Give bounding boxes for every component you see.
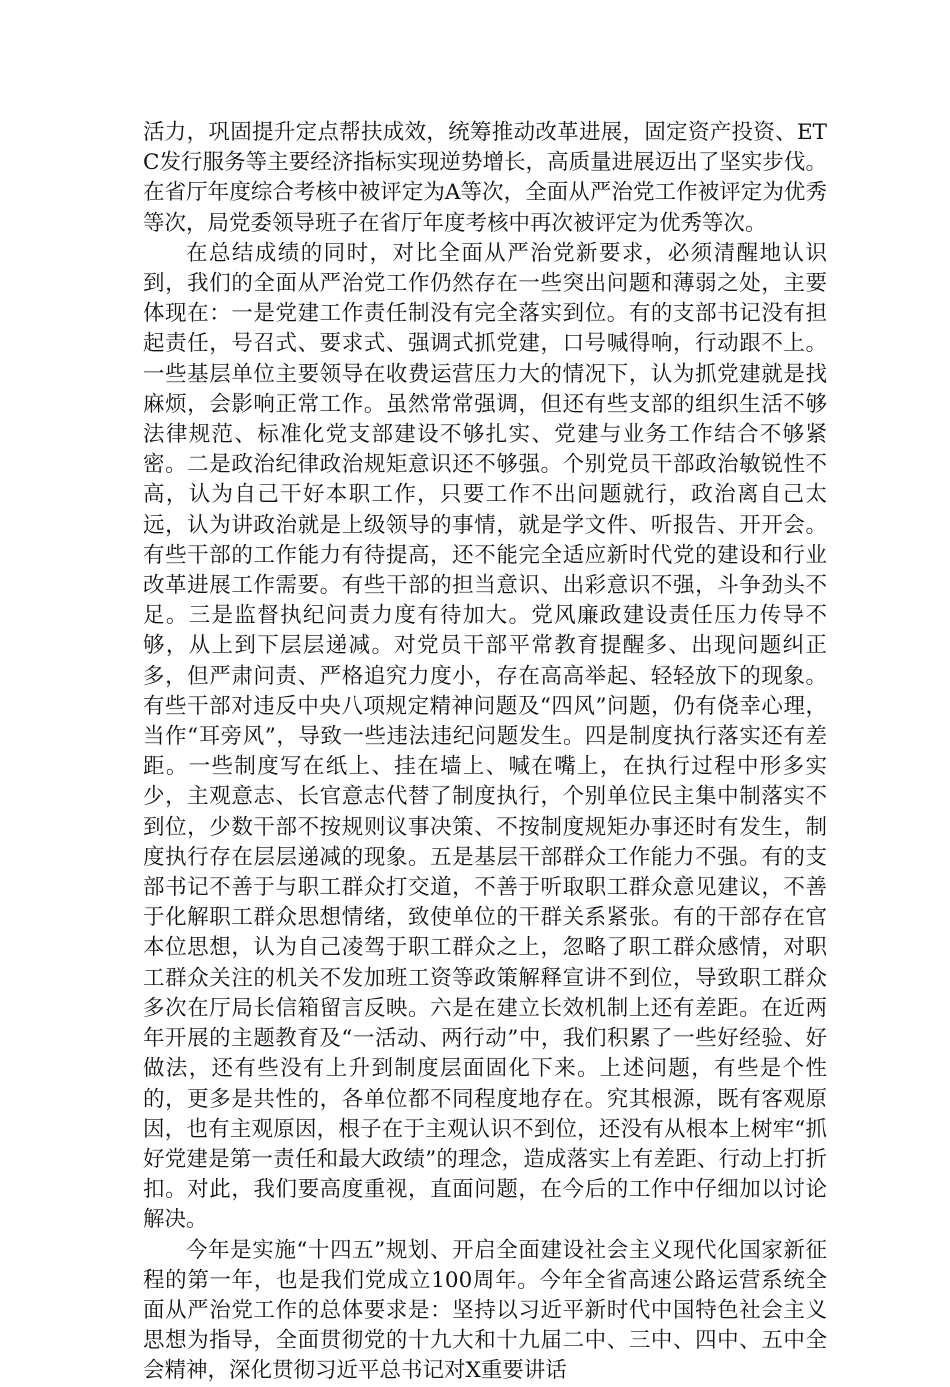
paragraph-requirements: 今年是实施“十四五”规划、开启全面建设社会主义现代化国家新征程的第一年，也是我们党成立100周年。今年全省高速公路运营系统全面从严治党工作的总体要求是：坚持以习近平新时代中国特色社会主义思想为指导，全面贯彻党的十九大和十九届二中、三中、四中、五中全会精神，深化贯彻习近平总书记对X重要讲话	[143, 1237, 827, 1384]
document-page	[143, 118, 827, 1387]
paragraph-problems: 在总结成绩的同时，对比全面从严治党新要求，必须清醒地认识到，我们的全面从严治党工作仍然存在一些突出问题和薄弱之处，主要体现在：一是党建工作责任制没有完全落实到位。有的支部书记没有担起责任，号召式、要求式、强调式抓党建，口号喊得响，行动跟不上。一些基层单位主要领导在收费运营压力大的情况下，认为抓党建就是找麻烦，会影响正常工作。虽然常常强调，但还有些支部的组织生活不够法律规范、标准化党支部建设不够扎实、党建与业务工作结合不够紧密。二是政治纪律政治规矩意识还不够强。个别党员干部政治敏锐性不高，认为自己干好本职工作，只要工作不出问题就行，政治离自己太远，认为讲政治就是上级领导的事情，就是学文件、听报告、开开会。有些干部的工作能力有待提高，还不能完全适应新时代党的建设和行业改革进展工作需要。有些干部的担当意识、出彩意识不强，斗争劲头不足。三是监督执纪问责力度有待加大。党风廉政建设责任压力传导不够，从上到下层层递减。对党员干部平常教育提醒多、出现问题纠正多，但严肃问责、严格追究力度小，存在高高举起、轻轻放下的现象。有些干部对违反中央八项规定精神问题及“四风”问题，仍有侥幸心理，当作“耳旁风”，导致一些违法违纪问题发生。四是制度执行落实还有差距。一些制度写在纸上、挂在墙上、喊在嘴上，在执行过程中形多实少，主观意志、长官意志代替了制度执行，个别单位民主集中制落实不到位，少数干部不按规则议事决策、不按制度规矩办事还时有发生，制度执行存在层层递减的现象。五是基层干部群众工作能力不强。有的支部书记不善于与职工群众打交道，不善于听取职工群众意见建议，不善于化解职工群众思想情绪，致使单位的干群关系紧张。有的干部存在官本位思想，认为自己凌驾于职工群众之上，忽略了职工群众感情，对职工群众关注的机关不发加班工资等政策解释宣讲不到位，导致职工群众多次在厅局长信箱留言反映。六是在建立长效机制上还有差距。在近两年开展的主题教育及“一活动、两行动”中，我们积累了一些好经验、好做法，还有些没有上升到制度层面固化下来。上述问题，有些是个性的，更多是共性的，各单位都不同程度地存在。究其根源，既有客观原因，也有主观原因，根子在于主观认识不到位，还没有从根本上树牢“抓好党建是第一责任和最大政绩”的理念，造成落实上有差距、行动上打折扣。对此，我们要高度重视，直面问题，在今后的工作中仔细加以讨论解决。	[143, 240, 827, 1233]
paragraph-achievements: 活力，巩固提升定点帮扶成效，统筹推动改革进展，固定资产投资、ETC发行服务等主要经济指标实现逆势增长，高质量进展迈出了坚实步伐。在省厅年度综合考核中被评定为A等次，全面从严治党工作被评定为优秀等次，局党委领导班子在省厅年度考核中再次被评定为优秀等次。	[143, 120, 827, 236]
